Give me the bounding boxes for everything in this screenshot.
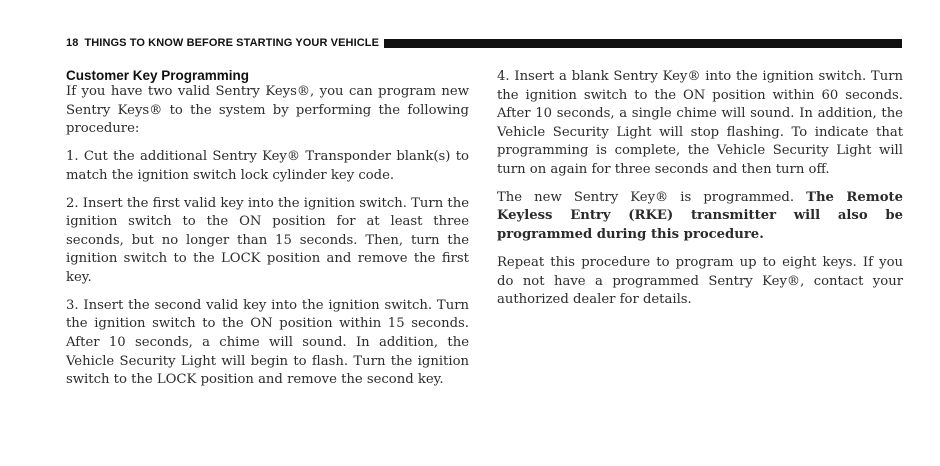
header-rule: [384, 39, 902, 48]
right-column: [497, 68, 903, 319]
left-column: [66, 68, 469, 399]
intro-paragraph: If you have two valid Sentry Keys®, you can program new Sentry Keys® to the system by performing the following procedure:: [66, 84, 469, 137]
programmed-text: The new Sentry Key® is programmed.: [497, 189, 795, 205]
header-title: THINGS TO KNOW BEFORE STARTING YOUR VEHICLE: [84, 37, 380, 49]
step-3: 3. Insert the second valid key into the ignition switch. Turn the ignition switch to the ON position within 15 seconds. After 10 seconds, a chime will sound. In addition, the Vehicle Security Light will begin to flash. Turn the ignition switch to the LOCK position and remove the second key.: [66, 297, 469, 388]
running-header: [66, 37, 379, 49]
programmed-bold-text: The Remote Keyless Entry (RKE) transmitter will also be programmed during this procedure.: [497, 189, 903, 243]
repeat-paragraph: Repeat this procedure to program up to eight keys. If you do not have a programmed Sentry Key®, contact your authorized dealer for details.: [497, 254, 903, 308]
step-2: 2. Insert the first valid key into the ignition switch. Turn the ignition switch to the ON position for at least three seconds, but no longer than 15 seconds. Then, turn the ignition switch to the LOCK position and remove the first key.: [66, 195, 469, 285]
step-4: 4. Insert a blank Sentry Key® into the ignition switch. Turn the ignition switch to the ON position within 60 seconds. After 10 seconds, a single chime will sound. In addition, the Vehicle Security Light will stop flashing. To indicate that programming is complete, the Vehicle Security Light will turn on again for three seconds and then turn off.: [497, 69, 903, 177]
section-title: Customer Key Programming: [66, 68, 250, 83]
step-1: 1. Cut the additional Sentry Key® Transponder blank(s) to match the ignition switch lock cylinder key code.: [66, 149, 469, 183]
page-header: [66, 36, 902, 50]
page-number: 18: [66, 37, 79, 49]
programmed-paragraph: [497, 189, 903, 245]
